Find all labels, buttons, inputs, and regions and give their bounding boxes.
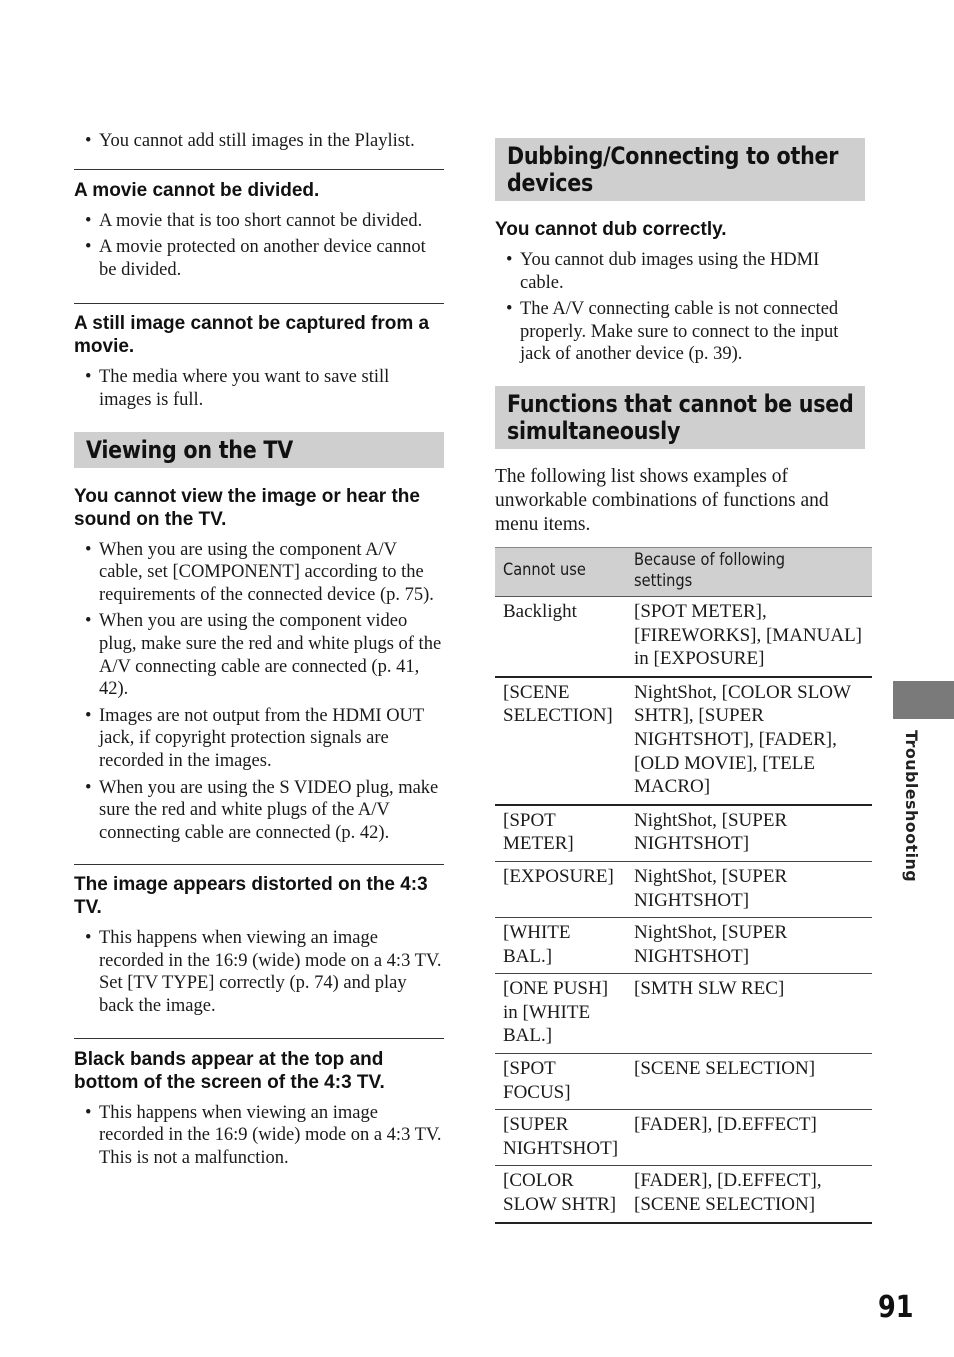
divider [74, 864, 444, 865]
dub-bullets [495, 249, 865, 366]
subheading-divided: A movie cannot be divided. [74, 179, 320, 201]
distorted-bullets [74, 927, 444, 1017]
list-item: • This happens when viewing an image recorded in the 16:9 (wide) mode on a 4:3 TV. Set [TV TYPE] correctly (p. 74) and play back the image. [74, 927, 444, 1017]
table-cell: [SCENE SELECTION] [626, 1054, 872, 1110]
table-row [495, 596, 872, 676]
table-row [495, 1166, 872, 1223]
list-item: • When you are using the component A/V cable, set [COMPONENT] according to the requirements of the connected device (p. 75). [74, 539, 444, 607]
chapter-tab-marker [893, 681, 954, 719]
header-text: Because of following settings [634, 549, 786, 591]
chapter-label: Troubleshooting [902, 730, 921, 883]
section-title-functions-text: Functions that cannot be used simultaneously [507, 389, 854, 445]
table-row [495, 677, 872, 805]
table-cell: [ONE PUSH] in [WHITE BAL.] [495, 974, 626, 1054]
table-cell: [FADER], [D.EFFECT], [SCENE SELECTION] [626, 1166, 872, 1223]
view-bullets [74, 539, 444, 845]
section-title-tv [74, 432, 444, 468]
list-item: • Images are not output from the HDMI OUT jack, if copyright protection signals are recorded in the images. [74, 705, 444, 773]
table-row [495, 974, 872, 1054]
table-row [495, 918, 872, 974]
subheading-view: You cannot view the image or hear the sound on the TV. [74, 485, 420, 530]
header-text: Cannot use [503, 560, 586, 581]
list-item: • You cannot dub images using the HDMI cable. [495, 249, 865, 294]
table-cell: [WHITE BAL.] [495, 918, 626, 974]
intro-bullets [74, 130, 444, 153]
table-cell: NightShot, [SUPER NIGHTSHOT] [626, 861, 872, 917]
right-column [495, 138, 865, 1224]
page-number: 91 [878, 1290, 914, 1325]
table-header-cell [626, 547, 872, 596]
table-row [495, 805, 872, 862]
list-item: • A movie protected on another device cannot be divided. [74, 236, 444, 281]
subheading-still: A still image cannot be captured from a movie. [74, 313, 430, 358]
section-title-dub [495, 138, 865, 201]
section-title-functions [495, 386, 865, 449]
section-title-tv-text: Viewing on the TV [86, 435, 293, 464]
subheading-dub: You cannot dub correctly. [495, 219, 727, 240]
list-item: • When you are using the S VIDEO plug, make sure the red and white plugs of the A/V connecting cable are connected (p. 42). [74, 777, 444, 845]
table-row [495, 861, 872, 917]
table-header-row [495, 547, 872, 596]
black-bullets [74, 1102, 444, 1170]
list-item: • The A/V connecting cable is not connected properly. Make sure to connect to the input jack of another device (p. 39). [495, 298, 865, 366]
table-cell: [EXPOSURE] [495, 861, 626, 917]
divider [74, 303, 444, 304]
table-cell: Backlight [495, 596, 626, 676]
table-header-cell [495, 547, 626, 596]
left-column [74, 130, 444, 1173]
functions-intro: The following list shows examples of unworkable combinations of functions and menu items. [495, 465, 829, 535]
divided-bullets [74, 210, 444, 282]
list-item: • When you are using the component video plug, make sure the red and white plugs of the A/V connecting cable are connected (p. 41, 42). [74, 610, 444, 700]
table-cell: NightShot, [SUPER NIGHTSHOT] [626, 805, 872, 862]
table-cell: [SMTH SLW REC] [626, 974, 872, 1054]
table-row [495, 1110, 872, 1166]
table-cell: [SCENE SELECTION] [495, 677, 626, 805]
table-cell: [SPOT METER], [FIREWORKS], [MANUAL] in [EXPOSURE] [626, 596, 872, 676]
list-item: • You cannot add still images in the Playlist. [74, 130, 444, 153]
section-title-dub-text: Dubbing/Connecting to other devices [507, 142, 839, 197]
subheading-black: Black bands appear at the top and bottom of the screen of the 4:3 TV. [74, 1048, 385, 1093]
divider [74, 169, 444, 170]
table-cell: [SPOT METER] [495, 805, 626, 862]
subheading-distorted: The image appears distorted on the 4:3 TV. [74, 874, 428, 919]
table-cell: NightShot, [SUPER NIGHTSHOT] [626, 918, 872, 974]
table-cell: [SPOT FOCUS] [495, 1054, 626, 1110]
list-item: • The media where you want to save still images is full. [74, 366, 444, 411]
divider [74, 1038, 444, 1039]
table-row [495, 1054, 872, 1110]
table-cell: NightShot, [COLOR SLOW SHTR], [SUPER NIGHTSHOT], [FADER], [OLD MOVIE], [TELE MACRO] [626, 677, 872, 805]
still-bullets [74, 366, 444, 411]
list-item: • A movie that is too short cannot be divided. [74, 210, 444, 233]
table-cell: [SUPER NIGHTSHOT] [495, 1110, 626, 1166]
list-item: • This happens when viewing an image recorded in the 16:9 (wide) mode on a 4:3 TV. This is not a malfunction. [74, 1102, 444, 1170]
functions-table [495, 547, 872, 1224]
table-cell: [FADER], [D.EFFECT] [626, 1110, 872, 1166]
table-cell: [COLOR SLOW SHTR] [495, 1166, 626, 1223]
